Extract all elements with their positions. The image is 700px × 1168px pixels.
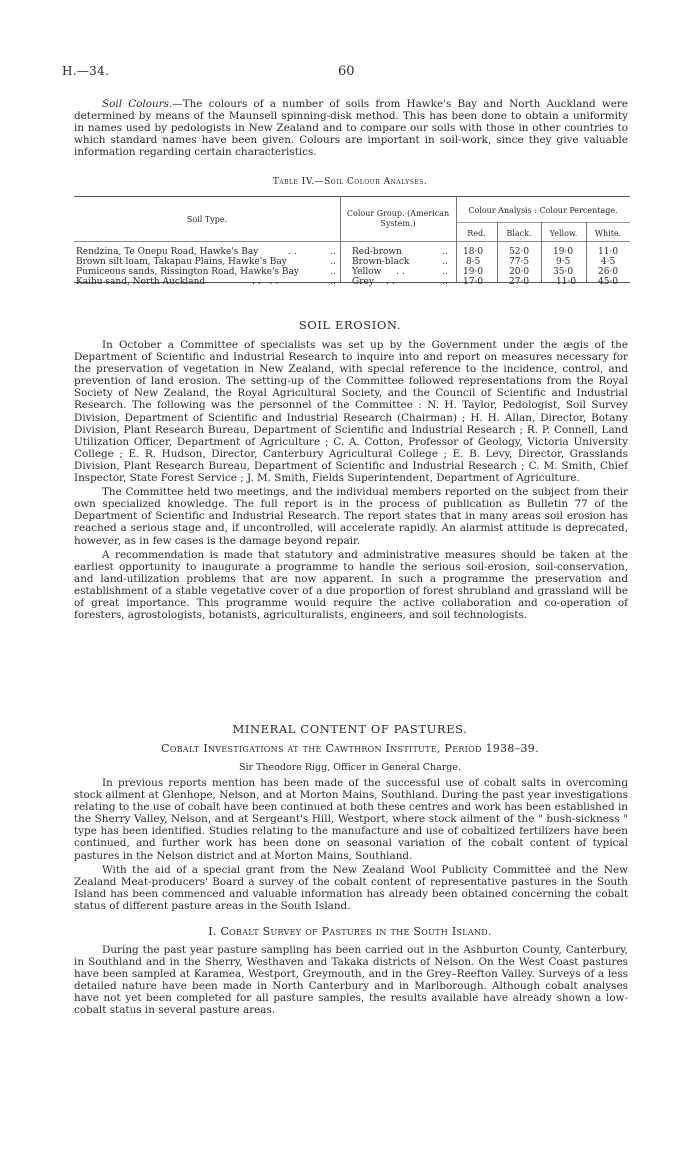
cell-colour-group: Red-brown <box>352 247 402 257</box>
leader-dots: .. .. <box>252 277 282 287</box>
mineral-paragraph: In previous reports mention has been made of the successful use of cobalt salts in overcoming stock ailment at Glenhope, Nelson, and at Morton Mains, Southland. During the past year investigations relating to the use of cobalt have been continued at both these centres and work has been established in the Sherry Valley, Nelson, and at Sergeant's Hill, Westport, where stock ailment of the " bush-sickness " type has been identified. Studies relating to the manufacture and use of cobaltized fertilizers have been continued, and further work has been done on seasonal variation of the cobalt content of typical pastures in the Nelson district and at Morton Mains, Southland. <box>74 777 628 862</box>
mineral-paragraph: With the aid of a special grant from the New Zealand Wool Publicity Committee and the New Zealand Meat-producers' Board a survey of the cobalt content of representative pastures in the South Island has been commenced and valuable information has already been obtained concerning the cobalt status of different pasture areas in the South Island. <box>74 863 628 912</box>
erosion-paragraph: A recommendation is made that statutory and administrative measures should be taken at the earliest opportunity to inaugurate a programme to handle the serious soil-erosion, soil-conservation, and land-utilization problems that are now apparent. In such a programme the preservation and establishment of a stable vegetative cover of a due proportion of forest shrubland and grassland will be of great importance. This programme would require the active collaboration and co-operation of foresters, agrostologists, botanists, agriculturalists, engineers, and soil technologists. <box>74 548 628 622</box>
header-red: Red. <box>467 229 486 238</box>
cell-red: 18·0 <box>463 247 484 257</box>
cell-soil-type: Pumiceous sands, Rissington Road, Hawke's Bay <box>76 267 299 277</box>
soil-colours-paragraph <box>74 98 628 158</box>
cell-soil-type: Rendzina, Te Onepu Road, Hawke's Bay <box>76 247 259 257</box>
officer-line: Sir Theodore Rigg, Officer in General Charge. <box>238 762 462 773</box>
soil-colours-text: —The colours of a number of soils from Hawke's Bay and North Auckland were determined by means of the Maunsell spinning-disk method. This has been done to obtain a uniformity in names used by pedologists in New Zealand and to compare our soils with those in other countries to which standard names have been given. Colours are important in soil-work, since they give valuable information regarding certain characteristics. <box>74 98 628 159</box>
cell-yellow: 35·0 <box>553 267 574 277</box>
soil-colours-lead: Soil Colours. <box>102 98 173 110</box>
leader-dots: .. <box>330 277 336 287</box>
cobalt-investigations-subheading: Cobalt Investigations at the Cawthron Institute, Period 1938–39. <box>161 742 539 755</box>
cell-white: 45·0 <box>598 277 619 287</box>
header-soil-type: Soil Type. <box>186 215 228 224</box>
mineral-content-heading: MINERAL CONTENT OF PASTURES. <box>232 722 468 736</box>
cell-red: 19·0 <box>463 267 484 277</box>
leader-dots: .. <box>330 267 336 277</box>
survey-paragraph: During the past year pasture sampling has been carried out in the Ashburton County, Canterbury, in Southland and in the Sherry, Westhaven and Takaka districts of Nelson. On the West Coast pastures have been sampled at Karamea, Westport, Greymouth, and in the Grey–Reefton Valley. Surveys of a less detailed nature have been made in North Canterbury and in Marlborough. Although cobalt analyses have not yet been completed for all pasture samples, the results available have already shown a low-cobalt status in several pasture areas. <box>74 944 628 1017</box>
cell-red: 8·5 <box>466 257 481 267</box>
cell-colour-group: Grey <box>352 277 374 287</box>
cobalt-survey-heading: I. Cobalt Survey of Pastures in the South Island. <box>208 925 492 938</box>
cell-yellow: 11·0 <box>556 277 577 287</box>
cell-soil-type: Kaihu sand, North Auckland <box>76 277 206 287</box>
cell-black: 27·0 <box>509 277 530 287</box>
leader-dots: .. <box>396 267 408 277</box>
erosion-paragraph: In October a Committee of specialists was set up by the Government under the ægis of the Department of Scientific and Industrial Research to inquire into and report on measures necessary for the preservation of vegetation in New Zealand, with special reference to the incidence, control, and prevention of land erosion. The setting-up of the Committee followed representations from the Royal Society of New Zealand, the Royal Agricultural Society, and the Council of Scientific and Industrial Research. The following was the personnel of the Committee : N. H. Taylor, Pedologist, Soil Survey Division, Department of Scientific and Industrial Research (Chairman) ; H. H. Allan, Director, Botany Division, Plant Research Bureau, Department of Scientific and Industrial Research ; R. P. Connell, Land Utilization Officer, Department of Agriculture ; C. A. Cotton, Professor of Geology, Victoria University College ; E. R. Hudson, Director, Canterbury Agricultural College ; E. B. Levy, Director, Grasslands Division, Plant Research Bureau, Department of Scientific and Industrial Research ; C. M. Smith, Chief Inspector, State Forest Service ; J. M. Smith, Fields Superintendent, Department of Agriculture. <box>74 339 628 485</box>
erosion-paragraph: The Committee held two meetings, and the individual members reported on the subject from their own specialized knowledge. The full report is in the process of publication as Bulletin 77 of the Department of Scientific and Industrial Research. The report states that in many areas soil erosion has reached a serious stage and, if uncontrolled, will accelerate rapidly. An alarmist attitude is deprecated, however, as in few cases is the damage beyond repair. <box>74 486 628 547</box>
leader-dots: .. <box>330 247 336 257</box>
table-divider <box>340 196 341 282</box>
report-reference: H.—34. <box>62 64 110 78</box>
cell-soil-type: Brown silt loam, Takapau Plains, Hawke's Bay <box>76 257 287 267</box>
header-black: Black. <box>506 229 532 238</box>
leader-dots: .. <box>442 277 448 287</box>
cobalt-survey-body <box>74 944 628 1017</box>
table-caption: Table IV.—Soil Colour Analyses. <box>272 177 428 187</box>
cell-black: 20·0 <box>509 267 530 277</box>
soil-colours-section <box>74 98 628 158</box>
cell-white: 26·0 <box>598 267 619 277</box>
soil-erosion-heading: SOIL EROSION. <box>298 318 402 332</box>
leader-dots: .. <box>442 257 448 267</box>
cell-colour-group: Yellow <box>352 267 382 277</box>
soil-erosion-body <box>74 339 628 621</box>
cell-yellow: 9·5 <box>556 257 571 267</box>
leader-dots: .. <box>288 247 300 257</box>
cell-yellow: 19·0 <box>553 247 574 257</box>
cell-red: 17·0 <box>463 277 484 287</box>
header-colour-group: Colour Group. (American System.) <box>346 209 450 228</box>
cell-colour-group: Brown-black <box>352 257 410 267</box>
page-number: 60 <box>338 64 355 79</box>
cell-black: 77·5 <box>509 257 530 267</box>
header-colour-analysis: Colour Analysis : Colour Percentage. <box>468 206 618 215</box>
cell-black: 52·0 <box>509 247 530 257</box>
leader-dots: .. <box>330 257 336 267</box>
table-top-rule <box>74 196 630 197</box>
leader-dots: .. <box>386 277 398 287</box>
cell-white: 11·0 <box>598 247 619 257</box>
leader-dots: .. <box>442 267 448 277</box>
table-header-rule <box>74 241 630 242</box>
cell-white: 4·5 <box>601 257 616 267</box>
mineral-content-body <box>74 777 628 912</box>
leader-dots: .. <box>442 247 448 257</box>
header-white: White. <box>594 229 622 238</box>
header-yellow: Yellow. <box>549 229 578 238</box>
table-subheader-rule <box>456 222 630 223</box>
